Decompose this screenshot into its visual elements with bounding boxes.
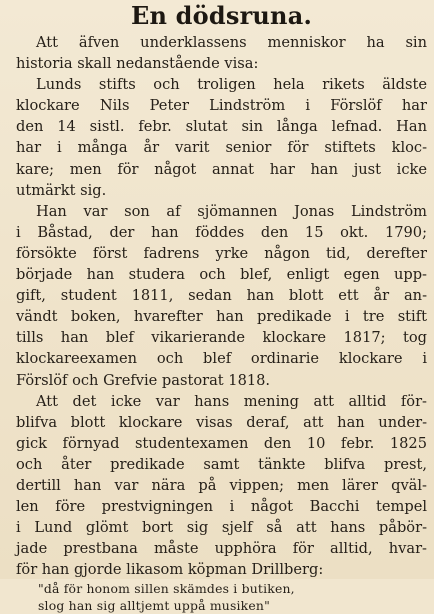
text-line: jade prestbana måste upphöra för alltid, hvar-: [16, 540, 427, 558]
text-line: började han studera och blef, enligt egen upp-: [16, 266, 427, 284]
text-line: historia skall nedanstående visa:: [16, 55, 259, 73]
text-line: utmärkt sig.: [16, 181, 107, 199]
text-line: gift, student 1811, sedan han blott ett år an-: [16, 287, 427, 305]
text-line: Att det icke var hans mening att alltid för-: [36, 392, 427, 410]
quote-line: slog han sig alltjemt uppå musiken": [38, 598, 271, 614]
article-title: En dödsruna.: [130, 1, 313, 30]
text-line: kare; men för något annat har han just icke: [16, 160, 427, 178]
text-line: och åter predikade samt tänkte blifva prest,: [16, 455, 427, 473]
text-line: Förslöf och Grefvie pastorat 1818.: [16, 371, 271, 389]
text-line: klockare Nils Peter Lindström i Förslöf har: [16, 97, 427, 115]
text-line: klockareexamen och blef ordinarie klockare i: [16, 350, 427, 368]
article-body: [16, 32, 427, 614]
text-line: blifva blott klockare visas deraf, att han under-: [16, 413, 427, 431]
text-line: har i många år varit senior för stiftets kloc-: [16, 139, 427, 157]
text-line: Han var son af sjömannen Jonas Lindström: [36, 202, 427, 220]
text-line: vändt boken, hvarefter han predikade i tre stift: [16, 308, 427, 326]
text-line: len före prestvigningen i något Bacchi tempel: [16, 498, 427, 516]
text-line: Lunds stifts och troligen hela rikets äldste: [36, 76, 427, 94]
text-line: för han gjorde likasom köpman Drillberg:: [16, 561, 324, 579]
text-line: i Lund glömt bort sig sjelf så att hans påbör-: [16, 519, 427, 537]
text-line: dertill han var nära på vippen; men lärer qväl-: [16, 476, 427, 494]
text-line: gick förnyad studentexamen den 10 febr. 1825: [16, 434, 427, 452]
text-line: försökte först fadrens yrke någon tid, derefter: [16, 244, 427, 262]
text-line: i Båstad, der han föddes den 15 okt. 1790;: [16, 223, 427, 241]
text-line: Att äfven underklassens menniskor ha sin: [36, 34, 427, 51]
text-line: tills han blef vikarierande klockare 1817; tog: [16, 329, 427, 347]
quote-line: "då för honom sillen skämdes i butiken,: [38, 581, 295, 597]
text-line: den 14 sistl. febr. slutat sin långa lefnad. Han: [16, 118, 427, 136]
